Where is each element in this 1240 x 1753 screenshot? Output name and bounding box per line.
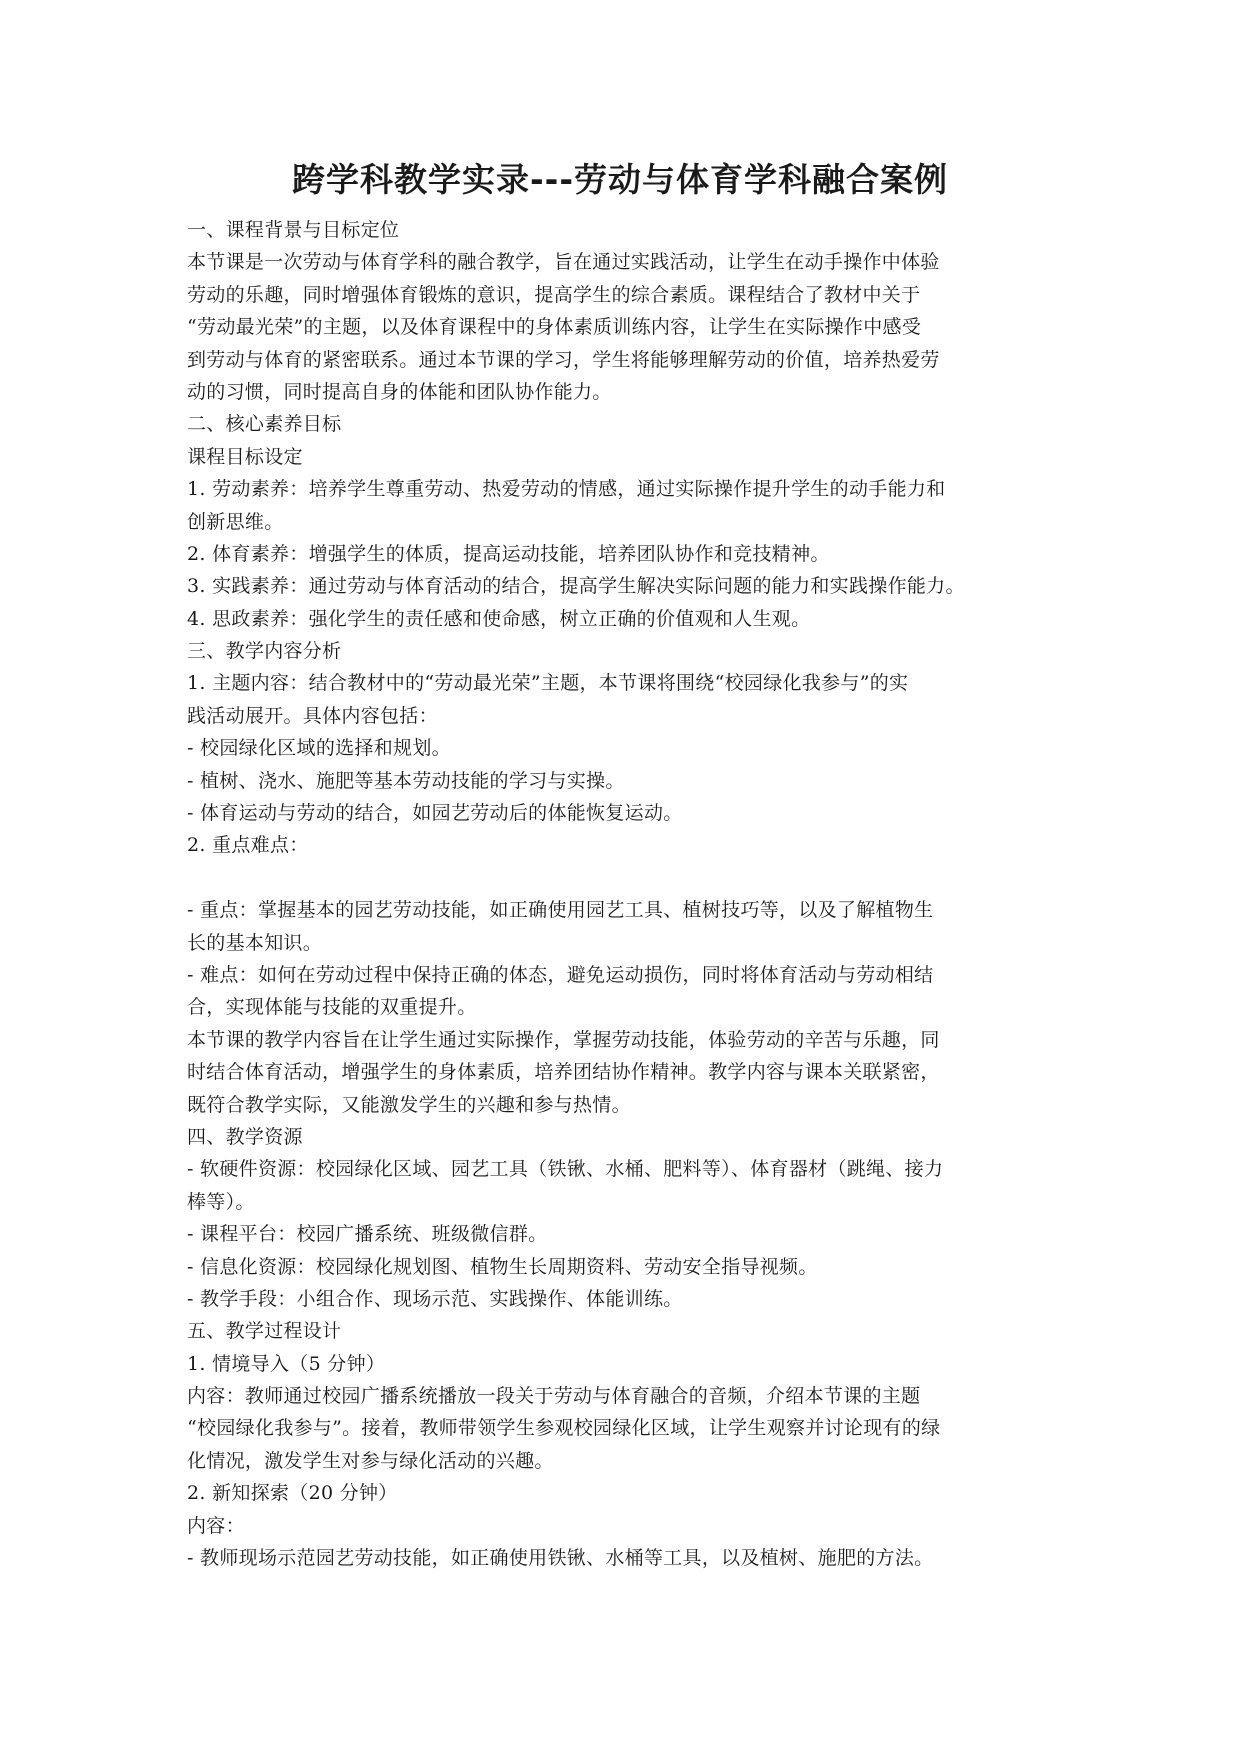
text-line: - 教学手段：小组合作、现场示范、实践操作、体能训练。 bbox=[187, 1287, 683, 1310]
text-line: 本节课是一次劳动与体育学科的融合教学，旨在通过实践活动，让学生在动手操作中体验 bbox=[187, 251, 940, 274]
text-line: - 信息化资源：校园绿化规划图、植物生长周期资料、劳动安全指导视频。 bbox=[187, 1255, 818, 1278]
text-line: 时结合体育活动，增强学生的身体素质，培养团结协作精神。教学内容与课本关联紧密， bbox=[187, 1061, 940, 1084]
text-line: 本节课的教学内容旨在让学生通过实际操作，掌握劳动技能，体验劳动的辛苦与乐趣，同 bbox=[187, 1028, 940, 1051]
text-line: “校园绿化我参与”。接着，教师带领学生参观校园绿化区域，让学生观察并讨论现有的绿 bbox=[187, 1417, 941, 1440]
text-line: 2. 重点难点： bbox=[187, 834, 309, 857]
text-line: 动的习惯，同时提高自身的体能和团队协作能力。 bbox=[187, 380, 612, 403]
text-line: “劳动最光荣”的主题，以及体育课程中的身体素质训练内容，让学生在实际操作中感受 bbox=[187, 316, 922, 339]
text-line: 长的基本知识。 bbox=[187, 931, 323, 954]
document-body bbox=[187, 214, 1067, 1574]
text-line: 化情况，激发学生对参与绿化活动的兴趣。 bbox=[187, 1449, 554, 1472]
text-line: - 重点：掌握基本的园艺劳动技能，如正确使用园艺工具、植树技巧等，以及了解植物生 bbox=[187, 899, 934, 922]
text-line: 内容：教师通过校园广播系统播放一段关于劳动与体育融合的音频，介绍本节课的主题 bbox=[187, 1385, 921, 1408]
text-line: - 校园绿化区域的选择和规划。 bbox=[187, 737, 451, 760]
text-line: 内容： bbox=[187, 1514, 245, 1537]
text-line: 2. 新知探索（20 分钟） bbox=[187, 1482, 398, 1505]
text-line: 1. 情境导入（5 分钟） bbox=[187, 1352, 386, 1375]
text-line: 劳动的乐趣，同时增强体育锻炼的意识，提高学生的综合素质。课程结合了教材中关于 bbox=[187, 283, 921, 306]
text-line: 1. 劳动素养：培养学生尊重劳动、热爱劳动的情感，通过实际操作提升学生的动手能力和 bbox=[187, 478, 946, 501]
text-line: 课程目标设定 bbox=[187, 445, 303, 468]
text-line: 4. 思政素养：强化学生的责任感和使命感，树立正确的价值观和人生观。 bbox=[187, 607, 811, 630]
text-line: - 教师现场示范园艺劳动技能，如正确使用铁锹、水桶等工具，以及植树、施肥的方法。 bbox=[187, 1547, 934, 1570]
text-line: 践活动展开。具体内容包括： bbox=[187, 704, 438, 727]
text-line: 二、核心素养目标 bbox=[187, 413, 342, 436]
text-line: - 体育运动与劳动的结合，如园艺劳动后的体能恢复运动。 bbox=[187, 802, 683, 825]
text-line: - 软硬件资源：校园绿化区域、园艺工具（铁锹、水桶、肥料等）、体育器材（跳绳、接力 bbox=[187, 1158, 944, 1181]
text-line: 四、教学资源 bbox=[187, 1125, 303, 1148]
text-line: - 课程平台：校园广播系统、班级微信群。 bbox=[187, 1223, 548, 1246]
text-line: - 植树、浇水、施肥等基本劳动技能的学习与实操。 bbox=[187, 769, 625, 792]
blank-line bbox=[187, 862, 1067, 894]
text-line: 五、教学过程设计 bbox=[187, 1320, 342, 1343]
text-line: 三、教学内容分析 bbox=[187, 640, 342, 663]
text-line: 棒等）。 bbox=[187, 1190, 255, 1213]
text-line: - 难点：如何在劳动过程中保持正确的体态，避免运动损伤，同时将体育活动与劳动相结 bbox=[187, 963, 934, 986]
text-line: 3. 实践素养：通过劳动与体育活动的结合，提高学生解决实际问题的能力和实践操作能力。 bbox=[187, 575, 965, 598]
text-line: 一、课程背景与目标定位 bbox=[187, 219, 400, 241]
text-line: 2. 体育素养：增强学生的体质，提高运动技能，培养团队协作和竞技精神。 bbox=[187, 542, 830, 565]
text-line: 创新思维。 bbox=[187, 510, 284, 533]
document-title: 跨学科教学实录---劳动与体育学科融合案例 bbox=[291, 160, 949, 199]
text-line: 既符合教学实际，又能激发学生的兴趣和参与热情。 bbox=[187, 1093, 631, 1116]
text-line: 1. 主题内容：结合教材中的“劳动最光荣”主题，本节课将围绕“校园绿化我参与”的实 bbox=[187, 672, 909, 695]
text-line: 到劳动与体育的紧密联系。通过本节课的学习，学生将能够理解劳动的价值，培养热爱劳 bbox=[187, 348, 940, 371]
text-line: 合，实现体能与技能的双重提升。 bbox=[187, 996, 477, 1019]
